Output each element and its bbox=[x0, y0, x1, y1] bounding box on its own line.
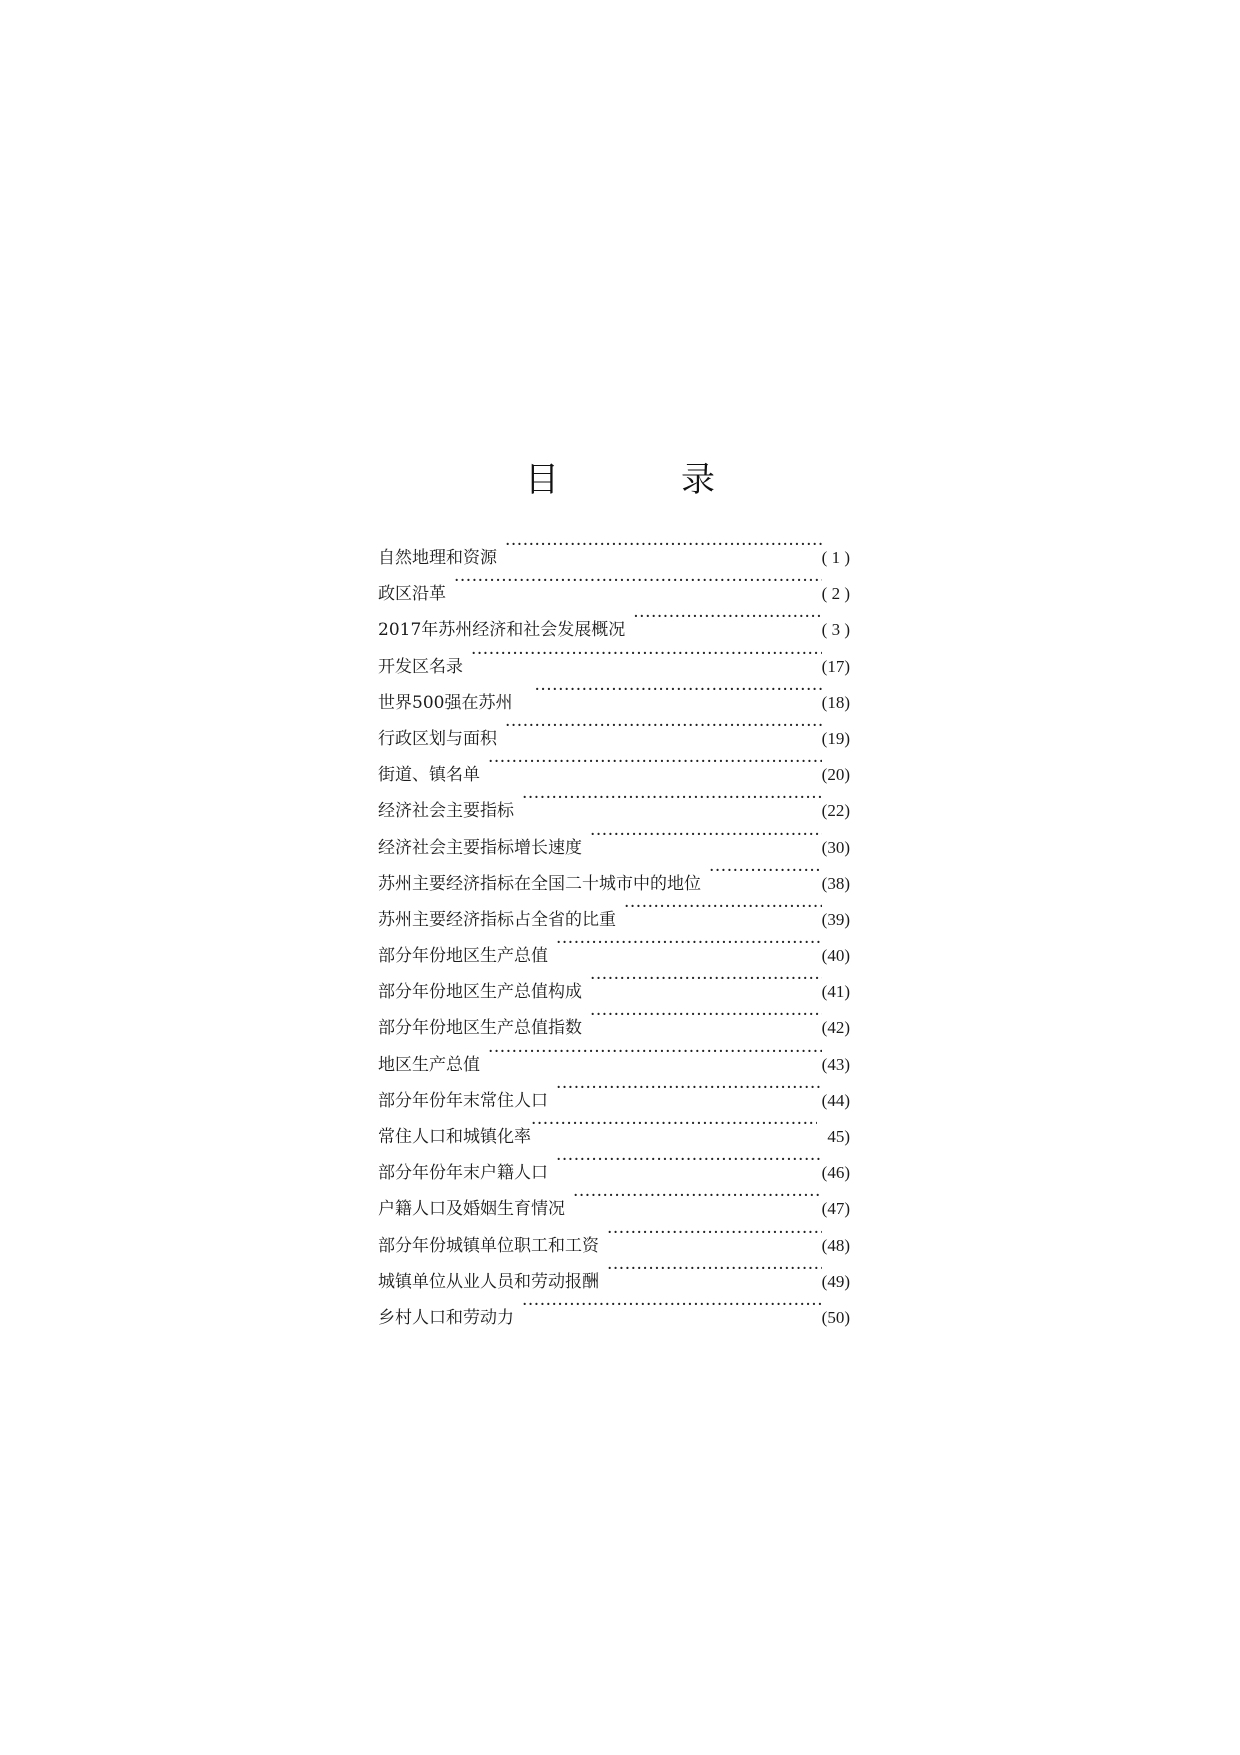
toc-entry-label: 行政区划与面积 bbox=[378, 728, 497, 749]
toc-dot-leader bbox=[556, 1070, 822, 1106]
toc-entry-page: 45) bbox=[827, 1127, 850, 1146]
toc-dot-leader bbox=[709, 853, 822, 889]
toc-entry-page: ( 3 ) bbox=[821, 620, 850, 640]
toc-entry-label: 经济社会主要指标 bbox=[378, 801, 514, 822]
toc-dot-leader bbox=[590, 997, 822, 1033]
toc-entry-page: (42) bbox=[821, 1018, 850, 1038]
toc-dot-leader bbox=[522, 1287, 822, 1323]
toc-dot-leader bbox=[624, 889, 822, 925]
toc-entry-label: 户籍人口及婚姻生育情况 bbox=[378, 1199, 565, 1220]
toc-list bbox=[378, 527, 850, 1328]
toc-dot-leader bbox=[556, 925, 822, 961]
toc-dot-leader bbox=[488, 1034, 822, 1070]
toc-entry-page: (44) bbox=[821, 1090, 850, 1110]
toc-entry-page: (22) bbox=[821, 801, 850, 821]
toc-entry-label: 部分年份城镇单位职工和工资 bbox=[378, 1235, 599, 1256]
toc-entry-label: 开发区名录 bbox=[378, 656, 463, 677]
toc-dot-leader bbox=[505, 708, 822, 744]
page-title: 目 录 bbox=[525, 460, 759, 500]
toc-dot-leader bbox=[556, 1142, 822, 1178]
toc-entry-page: (49) bbox=[821, 1271, 850, 1291]
toc-entry[interactable] bbox=[378, 527, 850, 568]
toc-entry-label: 苏州主要经济指标占全省的比重 bbox=[378, 909, 616, 930]
toc-entry-label: 部分年份地区生产总值指数 bbox=[378, 1018, 582, 1039]
toc-dot-leader bbox=[573, 1178, 822, 1214]
toc-entry-label: 部分年份年末户籍人口 bbox=[378, 1163, 548, 1184]
toc-entry-label: 常住人口和城镇化率 bbox=[378, 1127, 531, 1147]
toc-entry-page: ( 2 ) bbox=[821, 584, 850, 604]
toc-entry-page: (18) bbox=[821, 692, 850, 712]
toc-dot-leader bbox=[590, 817, 822, 853]
toc-entry-label: 部分年份地区生产总值 bbox=[378, 946, 548, 967]
toc-dot-leader bbox=[607, 1251, 822, 1287]
toc-entry-page: (17) bbox=[821, 656, 850, 676]
toc-entry-page: (47) bbox=[821, 1199, 850, 1219]
toc-dot-leader bbox=[522, 780, 822, 816]
toc-entry-page: ( 1 ) bbox=[821, 548, 850, 567]
toc-entry-label: 政区沿革 bbox=[378, 584, 446, 605]
toc-entry-page: (39) bbox=[821, 909, 850, 929]
toc-entry-page: (41) bbox=[821, 982, 850, 1002]
toc-entry-page: (19) bbox=[821, 728, 850, 748]
toc-dot-leader bbox=[505, 527, 822, 563]
toc-dot-leader bbox=[534, 672, 821, 708]
toc-dot-leader bbox=[531, 1106, 817, 1142]
toc-entry-label: 世界500强在苏州 bbox=[378, 692, 513, 713]
toc-entry-label: 部分年份年末常住人口 bbox=[378, 1090, 548, 1111]
toc-entry-label: 城镇单位从业人员和劳动报酬 bbox=[378, 1271, 599, 1292]
toc-entry-label: 部分年份地区生产总值构成 bbox=[378, 982, 582, 1003]
toc-entry-page: (46) bbox=[821, 1163, 850, 1183]
toc-entry-page: (48) bbox=[821, 1235, 850, 1255]
toc-entry-label: 自然地理和资源 bbox=[378, 548, 497, 568]
toc-entry-label: 苏州主要经济指标在全国二十城市中的地位 bbox=[378, 873, 701, 894]
toc-entry-label: 乡村人口和劳动力 bbox=[378, 1307, 514, 1328]
toc-entry-page: (40) bbox=[821, 946, 850, 966]
toc-dot-leader bbox=[633, 599, 821, 635]
toc-dot-leader bbox=[488, 744, 822, 780]
toc-dot-leader bbox=[471, 636, 822, 672]
toc-entry-page: (38) bbox=[821, 873, 850, 893]
toc-entry-page: (50) bbox=[821, 1307, 850, 1327]
toc-entry-label: 2017年苏州经济和社会发展概况 bbox=[378, 620, 626, 641]
toc-entry-label: 地区生产总值 bbox=[378, 1054, 480, 1075]
toc-entry-label: 经济社会主要指标增长速度 bbox=[378, 837, 582, 858]
toc-dot-leader bbox=[454, 563, 822, 599]
toc-entry-page: (20) bbox=[821, 765, 850, 785]
toc-entry-page: (30) bbox=[821, 837, 850, 857]
toc-dot-leader bbox=[607, 1215, 822, 1251]
toc-dot-leader bbox=[590, 961, 822, 997]
toc-entry-page: (43) bbox=[821, 1054, 850, 1074]
toc-entry-label: 街道、镇名单 bbox=[378, 765, 480, 786]
